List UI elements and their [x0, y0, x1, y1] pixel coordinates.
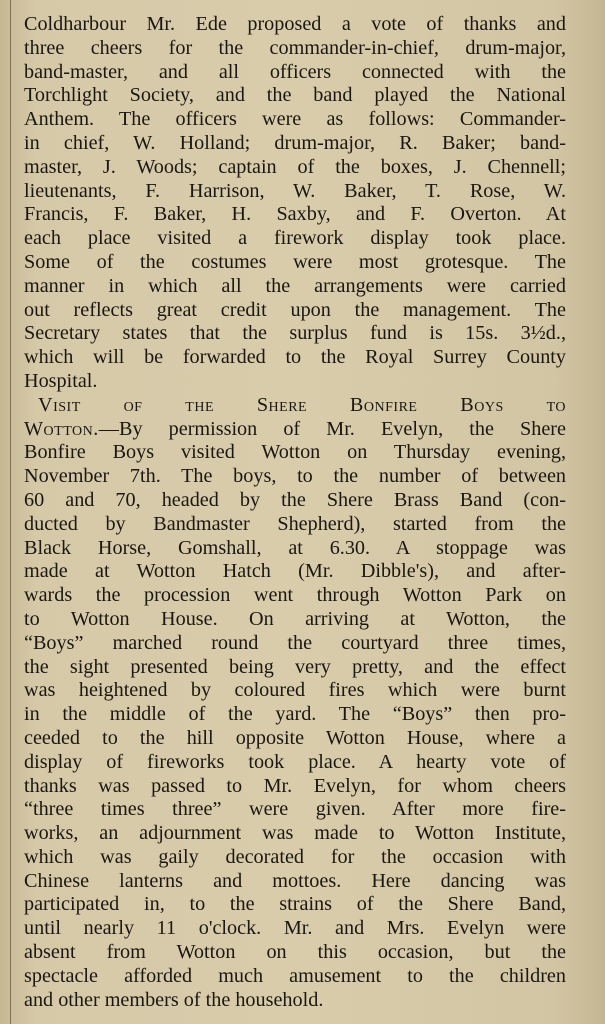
- text-fragment: —By permission of Mr. Evelyn, the Shere: [98, 417, 566, 440]
- text-line: which will be forwarded to the Royal Surrey County: [24, 346, 566, 369]
- text-line: “three times three” were given. After more fire-: [24, 798, 566, 821]
- text-line: Coldharbour Mr. Ede proposed a vote of thanks and: [24, 13, 566, 35]
- column-rule: [10, 0, 11, 1024]
- text-line: ducted by Bandmaster Shepherd), started from the: [24, 512, 566, 535]
- text-line: master, J. Woods; captain of the boxes, J. Chennell;: [24, 155, 566, 178]
- text-line: Some of the costumes were most grotesque. The: [24, 250, 566, 273]
- text-line: Secretary states that the surplus fund is 15s. 3½d.,: [24, 322, 566, 345]
- text-line: band-master, and all officers connected with the: [24, 60, 566, 83]
- text-line: absent from Wotton on this occasion, but the: [24, 941, 566, 964]
- text-line: Anthem. The officers were as follows: Commander-: [24, 108, 566, 131]
- text-line: until nearly 11 o'clock. Mr. and Mrs. Evelyn were: [24, 917, 566, 940]
- text-line: lieutenants, F. Harrison, W. Baker, T. Rose, W.: [24, 179, 566, 202]
- text-line: in the middle of the yard. The “Boys” then pro-: [24, 703, 566, 726]
- text-line: Torchlight Society, and the band played the National: [24, 84, 566, 107]
- text-line: 60 and 70, headed by the Shere Brass Band (con-: [24, 488, 566, 511]
- text-line: thanks was passed to Mr. Evelyn, for whom cheers: [24, 774, 566, 797]
- text-line: in chief, W. Holland; drum-major, R. Baker; band-: [24, 131, 566, 154]
- text-line: ceeded to the hill opposite Wotton House, where a: [24, 726, 566, 749]
- text-line: Francis, F. Baker, H. Saxby, and F. Overton. At: [24, 203, 566, 226]
- text-line: “Boys” marched round the courtyard three times,: [24, 631, 566, 654]
- text-line: works, an adjournment was made to Wotton Institute,: [24, 822, 566, 845]
- text-line: participated in, to the strains of the Shere Band,: [24, 893, 566, 916]
- article-heading: Visit of the Shere Bonfire Boys to: [38, 393, 566, 416]
- text-line: display of fireworks took place. A hearty vote of: [24, 750, 566, 773]
- text-line: three cheers for the commander-in-chief, drum-major,: [24, 36, 566, 59]
- text-line: Black Horse, Gomshall, at 6.30. A stoppage was: [24, 536, 566, 559]
- text-line: spectacle afforded much amusement to the children: [24, 964, 566, 987]
- text-line: November 7th. The boys, to the number of between: [24, 465, 566, 488]
- article-column: [24, 13, 566, 1012]
- text-line: to Wotton House. On arriving at Wotton, the: [24, 607, 566, 630]
- text-line: Chinese lanterns and mottoes. Here dancing was: [24, 869, 566, 892]
- text-line: was heightened by coloured fires which were burnt: [24, 679, 566, 702]
- article-heading-continued: Wotton.: [24, 417, 99, 440]
- text-line: Hospital.: [24, 369, 98, 392]
- text-line: manner in which all the arrangements were carried: [24, 274, 566, 297]
- text-line: which was gaily decorated for the occasion with: [24, 845, 566, 868]
- paragraph-torchlight-society: [24, 13, 566, 394]
- paragraph-shere-bonfire-boys: [24, 394, 566, 1013]
- text-line: made at Wotton Hatch (Mr. Dibble's), and after-: [24, 560, 566, 583]
- text-line: the sight presented being very pretty, and the effect: [24, 655, 566, 678]
- text-line: and other members of the household.: [24, 988, 324, 1011]
- text-line: Bonfire Boys visited Wotton on Thursday evening,: [24, 441, 566, 464]
- text-line: [24, 418, 566, 442]
- text-line: each place visited a firework display took place.: [24, 227, 566, 250]
- text-line: out reflects great credit upon the management. The: [24, 298, 566, 321]
- text-line: wards the procession went through Wotton Park on: [24, 584, 566, 607]
